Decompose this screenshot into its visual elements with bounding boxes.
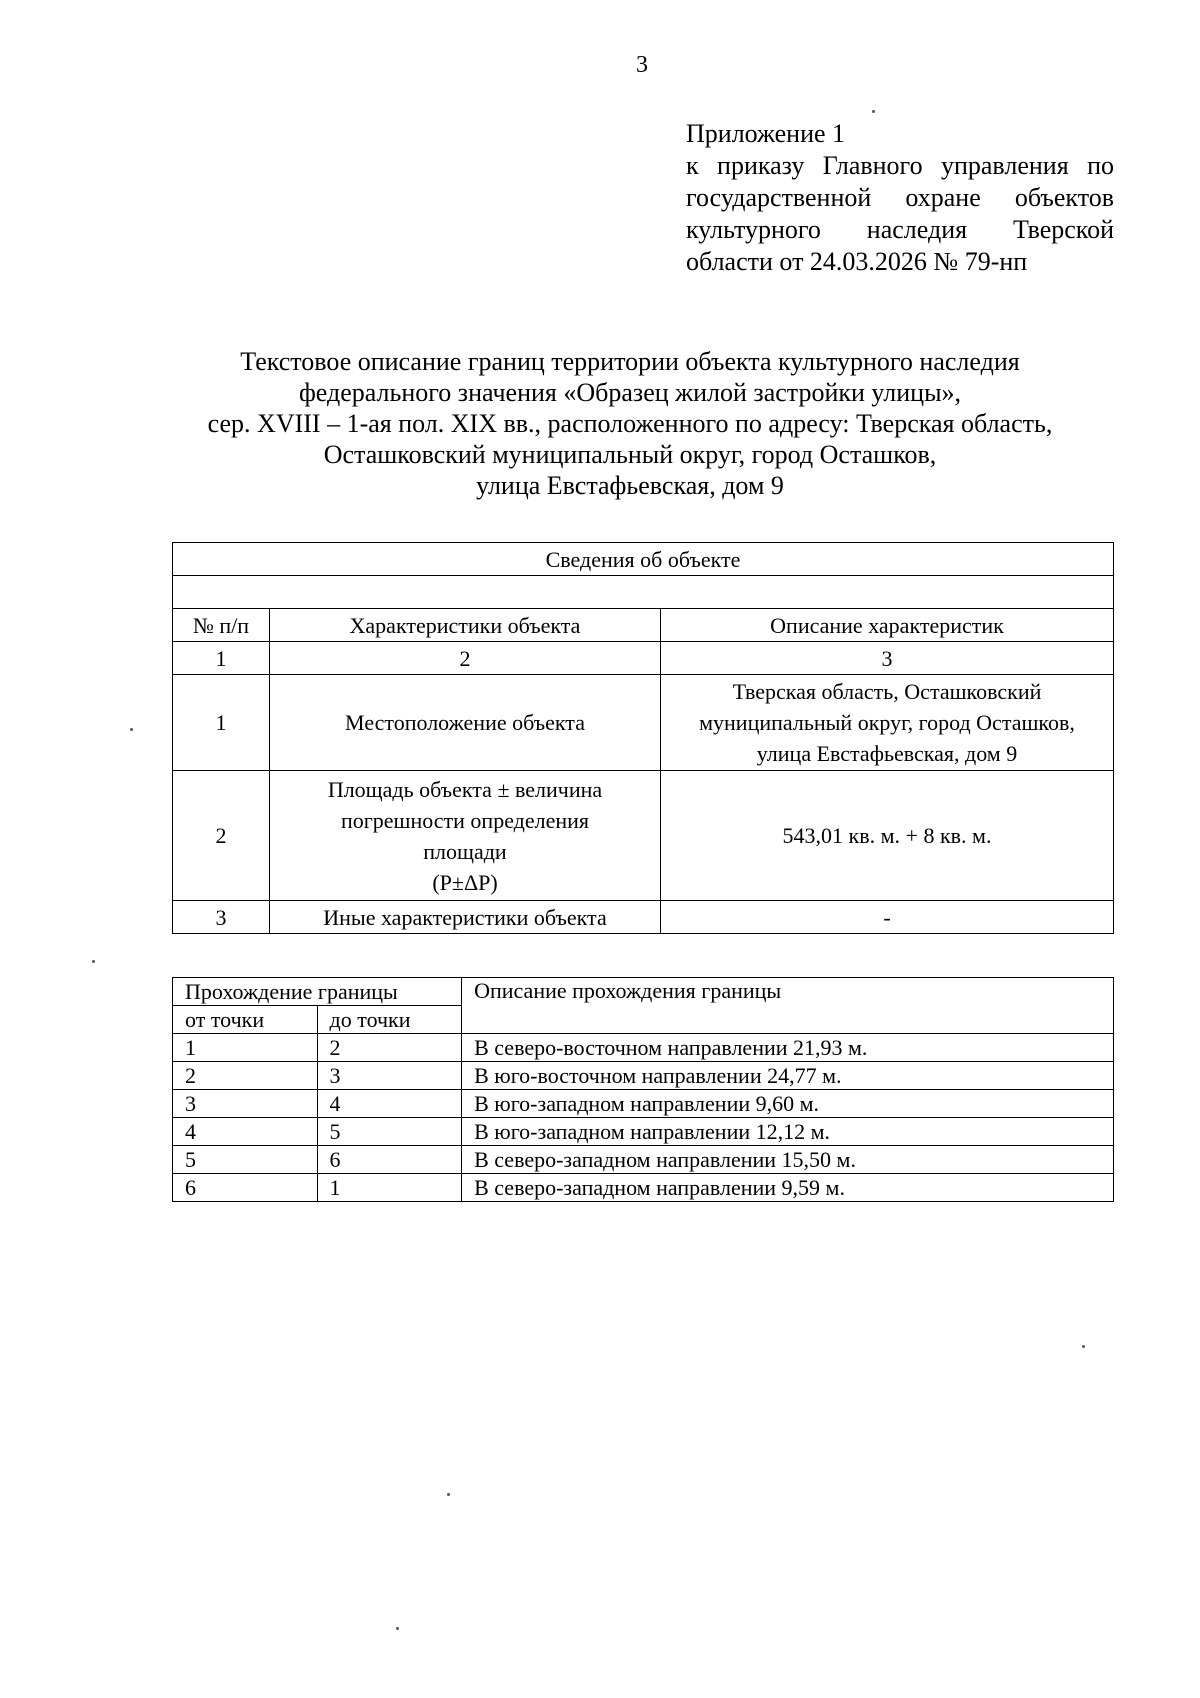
boundary-desc: В юго-западном направлении 9,60 м. <box>462 1090 1114 1118</box>
info-colnum-row <box>173 642 1114 675</box>
table-row <box>173 1118 1114 1146</box>
header-from-point: от точки <box>173 1006 318 1034</box>
appendix-line: Приложение 1 <box>686 119 846 148</box>
cell-line: погрешности определения <box>340 807 590 833</box>
scan-speck <box>1082 1345 1085 1348</box>
boundary-header-row <box>173 978 1114 1006</box>
to-point: 5 <box>317 1118 462 1146</box>
row-characteristic <box>270 901 661 934</box>
boundary-desc: В юго-западном направлении 12,12 м. <box>462 1118 1114 1146</box>
appendix-header <box>686 118 1114 278</box>
info-row-area <box>173 771 1114 901</box>
row-description <box>661 901 1114 934</box>
boundary-desc: В северо-западном направлении 15,50 м. <box>462 1146 1114 1174</box>
boundary-desc: В юго-восточном направлении 24,77 м. <box>462 1062 1114 1090</box>
info-empty-row <box>173 576 1114 609</box>
row-description <box>661 675 1114 771</box>
info-caption: Сведения об объекте <box>173 543 1114 576</box>
boundary-desc: В северо-восточном направлении 21,93 м. <box>462 1034 1114 1062</box>
colnum-cell: 1 <box>173 642 270 675</box>
to-point: 1 <box>317 1174 462 1202</box>
table-row <box>173 1034 1114 1062</box>
cell-line: Иные характеристики объекта <box>323 904 607 930</box>
info-empty-cell <box>173 576 1114 609</box>
row-num: 3 <box>173 901 270 934</box>
title-line: сер. XVIII – 1-ая пол. XIX вв., расположенного по адресу: Тверская область, <box>207 409 1053 438</box>
table-row <box>173 1146 1114 1174</box>
info-header-row <box>173 609 1114 642</box>
from-point: 6 <box>173 1174 318 1202</box>
appendix-line: к приказу Главного управления по <box>686 151 1114 180</box>
header-description: Описание характеристик <box>661 609 1114 642</box>
from-point: 4 <box>173 1118 318 1146</box>
boundary-desc: В северо-западном направлении 9,59 м. <box>462 1174 1114 1202</box>
scan-speck <box>447 1493 450 1496</box>
boundary-table <box>172 977 1114 1202</box>
to-point: 3 <box>317 1062 462 1090</box>
colnum-cell: 2 <box>270 642 661 675</box>
header-characteristic: Характеристики объекта <box>270 609 661 642</box>
cell-line: Тверская область, Осташковский <box>732 679 1042 704</box>
to-point: 6 <box>317 1146 462 1174</box>
object-info-table <box>172 542 1114 934</box>
scan-speck <box>130 728 133 731</box>
cell-line: 543,01 кв. м. + 8 кв. м. <box>782 823 992 848</box>
appendix-line: культурного наследия Тверской <box>686 215 1114 244</box>
title-line: Осташковский муниципальный округ, город Осташков, <box>323 440 937 469</box>
header-num: № п/п <box>173 609 270 642</box>
table-row <box>173 1090 1114 1118</box>
info-row-location <box>173 675 1114 771</box>
row-characteristic <box>270 675 661 771</box>
row-characteristic <box>270 771 661 901</box>
row-num: 1 <box>173 675 270 771</box>
scan-speck <box>872 110 875 113</box>
page-number: 3 <box>636 52 648 78</box>
info-caption-row <box>173 543 1114 576</box>
title-line: федерального значения «Образец жилой застройки улицы», <box>298 378 962 407</box>
appendix-line: области от 24.03.2026 № 79-нп <box>686 247 1028 276</box>
from-point: 2 <box>173 1062 318 1090</box>
scan-speck <box>396 1627 399 1630</box>
info-row-other <box>173 901 1114 934</box>
row-description <box>661 771 1114 901</box>
title-line: Текстовое описание границ территории объекта культурного наследия <box>240 347 1020 376</box>
colnum-cell: 3 <box>661 642 1114 675</box>
cell-line: (Р±ΔР) <box>432 869 498 895</box>
from-point: 3 <box>173 1090 318 1118</box>
cell-line: Площадь объекта ± величина <box>327 776 603 802</box>
cell-line: улица Евстафьевская, дом 9 <box>756 741 1018 766</box>
from-point: 5 <box>173 1146 318 1174</box>
cell-line: площади <box>423 838 507 864</box>
row-num: 2 <box>173 771 270 901</box>
header-to-point: до точки <box>317 1006 462 1034</box>
scan-speck <box>92 960 95 963</box>
cell-line: муниципальный округ, город Осташков, <box>699 710 1075 735</box>
to-point: 4 <box>317 1090 462 1118</box>
to-point: 2 <box>317 1034 462 1062</box>
document-title <box>150 346 1110 501</box>
header-boundary-group: Прохождение границы <box>173 978 462 1006</box>
cell-line: - <box>883 904 891 930</box>
header-boundary-desc: Описание прохождения границы <box>462 978 1114 1034</box>
table-row <box>173 1174 1114 1202</box>
cell-line: Местоположение объекта <box>345 710 585 735</box>
appendix-line: государственной охране объектов <box>686 183 1114 212</box>
table-row <box>173 1062 1114 1090</box>
title-line: улица Евстафьевская, дом 9 <box>476 471 784 500</box>
from-point: 1 <box>173 1034 318 1062</box>
